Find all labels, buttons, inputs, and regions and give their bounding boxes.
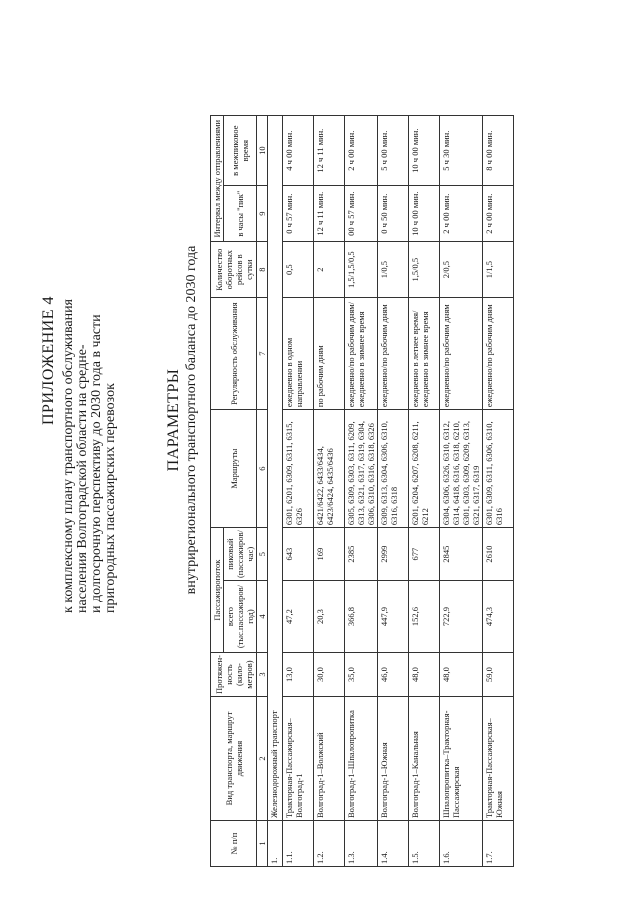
row-routes: 6421/6422, 6433/6434, 6423/6424, 6435/6436 <box>314 410 345 528</box>
row-routes: 6309, 6313, 6304, 6306, 6310, 6316, 6318 <box>378 410 409 528</box>
row-flow-peak: 169 <box>314 528 345 581</box>
intro-line: населения Волгоградской области на средне- <box>75 344 90 613</box>
row-num: 1.1. <box>283 821 314 867</box>
appendix-intro <box>62 43 118 613</box>
row-length: 48,0 <box>409 653 440 697</box>
row-regularity: по рабочим дням <box>314 298 345 410</box>
row-trips: 1,5/1,5/0,5 <box>345 242 378 298</box>
row-interval-off: 5 ч 30 мин. <box>440 116 483 186</box>
header-route: Вид транспорта, маршрут движения <box>211 697 257 821</box>
row-routes: 6201, 6204, 6207, 6208, 6211, 6212 <box>409 410 440 528</box>
row-route: Тракторная-Пассажирская– Волгоград-1 <box>283 697 314 821</box>
row-num: 1.4. <box>378 821 409 867</box>
row-interval-peak: 2 ч 00 мин. <box>483 186 514 242</box>
header-interval-peak: в часы "пик" <box>224 186 257 242</box>
row-length: 48,0 <box>440 653 483 697</box>
intro-line: и долгосрочную перспективу до 2030 года в части <box>89 314 104 613</box>
row-flow-peak: 677 <box>409 528 440 581</box>
row-route: Шпалопропитка–Тракторная- Пассажирская <box>440 697 483 821</box>
parameters-table <box>210 115 514 867</box>
header-length: Протяжен- ность (кило- метров) <box>211 653 257 697</box>
row-regularity: ежедневно в летнее время/ежедневно в зимнее время <box>409 298 440 410</box>
row-num: 1.7. <box>483 821 514 867</box>
row-regularity: ежедневно/по рабочим дням/ежедневно в зимнее время <box>345 298 378 410</box>
row-interval-peak: 0 ч 57 мин. <box>283 186 314 242</box>
row-flow-total: 20,3 <box>314 581 345 653</box>
row-length: 30,0 <box>314 653 345 697</box>
col-number: 9 <box>257 186 268 242</box>
row-trips: 1,5/0,5 <box>409 242 440 298</box>
row-interval-peak: 10 ч 00 мин. <box>409 186 440 242</box>
row-flow-total: 152,6 <box>409 581 440 653</box>
row-routes: 6304, 6306, 6326, 6310, 6312, 6314, 6418, 6316, 6318, 6210, 6301, 6303, 6309, 6209, 6313, 6321, 6317, 6319 <box>440 410 483 528</box>
row-route: Волгоград-1–Шпалопропитка <box>345 697 378 821</box>
header-flow: Пассажиропоток <box>211 528 224 653</box>
row-route: Волгоград-1–Южная <box>378 697 409 821</box>
col-number: 8 <box>257 242 268 298</box>
table-row <box>283 116 314 867</box>
appendix-title: ПРИЛОЖЕНИЕ 4 <box>40 295 57 425</box>
document-title: ПАРАМЕТРЫ <box>165 368 182 472</box>
row-route: Волгоград-1–Канальная <box>409 697 440 821</box>
row-interval-off: 2 ч 00 мин. <box>345 116 378 186</box>
row-routes: 6301, 6201, 6309, 6311, 6315, 6326 <box>283 410 314 528</box>
row-interval-peak: 2 ч 00 мин. <box>440 186 483 242</box>
section-num: 1. <box>268 821 283 867</box>
header-interval-off: в межпиковое время <box>224 116 257 186</box>
row-length: 35,0 <box>345 653 378 697</box>
table-row <box>409 116 440 867</box>
col-number: 5 <box>257 528 268 581</box>
header-regularity: Регулярность обслуживания <box>211 298 257 410</box>
row-regularity: ежедневно/по рабочим дням <box>483 298 514 410</box>
table-row <box>440 116 483 867</box>
row-flow-peak: 2845 <box>440 528 483 581</box>
intro-line: к комплексному плану транспортного обслуживания <box>61 298 76 613</box>
row-routes: 6305, 6309, 6303, 6311, 6209, 6313, 6321, 6317, 6319, 6304, 6306, 6310, 6316, 6318, 6326 <box>345 410 378 528</box>
row-route: Волгоград-1–Волжский <box>314 697 345 821</box>
row-flow-total: 474,3 <box>483 581 514 653</box>
header-routes: Маршруты <box>211 410 257 528</box>
row-length: 13,0 <box>283 653 314 697</box>
table-row <box>345 116 378 867</box>
row-interval-peak: 12 ч 11 мин. <box>314 186 345 242</box>
table-row <box>378 116 409 867</box>
row-trips: 0,5 <box>283 242 314 298</box>
row-regularity: ежедневно в одном направлении <box>283 298 314 410</box>
col-number: 4 <box>257 581 268 653</box>
intro-line: пригородных пассажирских перевозок <box>103 383 118 613</box>
section-label: Железнодорожный транспорт <box>268 116 283 821</box>
row-trips: 1/1,5 <box>483 242 514 298</box>
col-number: 7 <box>257 298 268 410</box>
row-trips: 2/0,5 <box>440 242 483 298</box>
column-number-row <box>257 116 268 867</box>
row-regularity: ежедневно/по рабочим дням <box>378 298 409 410</box>
row-flow-peak: 2610 <box>483 528 514 581</box>
header-flow-peak: пиковый (пассажиров/ час) <box>224 528 257 581</box>
table-row <box>314 116 345 867</box>
row-num: 1.5. <box>409 821 440 867</box>
col-number: 3 <box>257 653 268 697</box>
row-length: 59,0 <box>483 653 514 697</box>
row-num: 1.3. <box>345 821 378 867</box>
section-row <box>268 116 283 867</box>
col-number: 1 <box>257 821 268 867</box>
header-flow-total: всего (тыс.пассажиров/ год) <box>224 581 257 653</box>
row-num: 1.2. <box>314 821 345 867</box>
table-row <box>483 116 514 867</box>
col-number: 2 <box>257 697 268 821</box>
row-trips: 2 <box>314 242 345 298</box>
row-flow-peak: 2999 <box>378 528 409 581</box>
row-flow-total: 447,9 <box>378 581 409 653</box>
row-flow-total: 47,2 <box>283 581 314 653</box>
row-interval-off: 10 ч 00 мин. <box>409 116 440 186</box>
col-number: 10 <box>257 116 268 186</box>
row-routes: 6301, 6309, 6311, 6306, 6310, 6316 <box>483 410 514 528</box>
row-interval-off: 5 ч 00 мин. <box>378 116 409 186</box>
row-trips: 1/0,5 <box>378 242 409 298</box>
row-interval-peak: 0 ч 50 мин. <box>378 186 409 242</box>
row-interval-off: 8 ч 00 мин. <box>483 116 514 186</box>
header-num: № п/п <box>211 821 257 867</box>
row-route: Тракторная-Пассажирская– Южная <box>483 697 514 821</box>
row-flow-peak: 643 <box>283 528 314 581</box>
row-flow-peak: 2385 <box>345 528 378 581</box>
header-interval: Интервал между отправлениями <box>211 116 224 242</box>
col-number: 6 <box>257 410 268 528</box>
row-flow-total: 366,8 <box>345 581 378 653</box>
row-regularity: ежедневно/по рабочим дням <box>440 298 483 410</box>
row-interval-peak: 00 ч 57 мин. <box>345 186 378 242</box>
row-length: 46,0 <box>378 653 409 697</box>
row-interval-off: 4 ч 00 мин. <box>283 116 314 186</box>
row-num: 1.6. <box>440 821 483 867</box>
row-flow-total: 722,9 <box>440 581 483 653</box>
row-interval-off: 12 ч 11 мин. <box>314 116 345 186</box>
document-subtitle: внутрирегионального транспортного баланса до 2030 года <box>184 245 199 595</box>
header-trips: Количество оборотных рейсов в сутки <box>211 242 257 298</box>
